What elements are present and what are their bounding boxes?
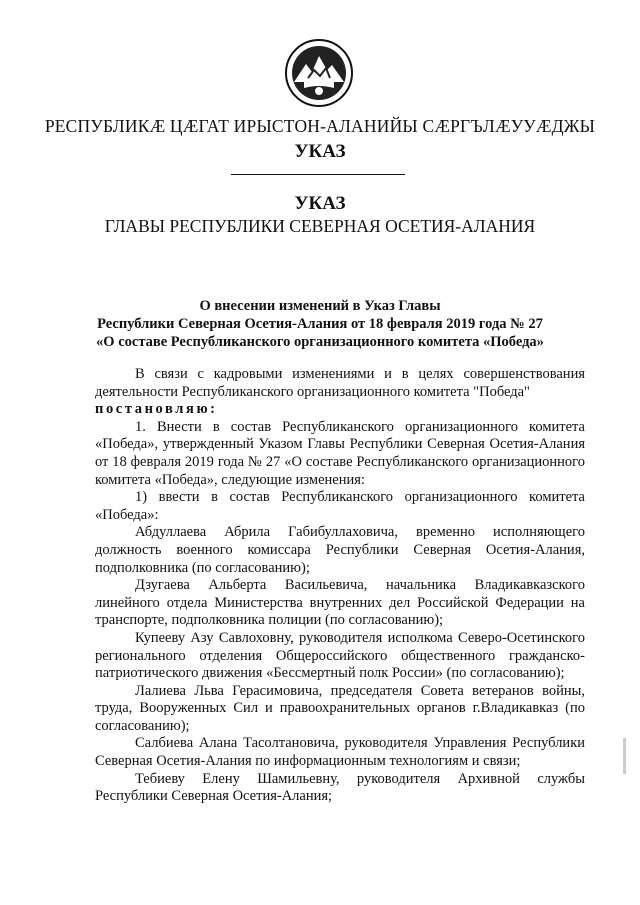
preamble-paragraph: В связи с кадровыми изменениями и в целях совершенствования деятельности Республиканского организационного комитета "Победа" xyxy=(95,366,585,400)
postanovlyayu-keyword: постановляю: xyxy=(95,401,218,418)
title-line: О внесении изменений в Указ Главы xyxy=(199,298,441,314)
header-republic-ossetian: РЕСПУБЛИКӔ ЦӔГАТ ИРЫСТОН-АЛАНИЙЫ СӔРГЪЛӔУУӔДЖЫ xyxy=(44,116,596,136)
clause-1-paragraph: 1. Внести в состав Республиканского организационного комитета «Победа», утвержденный Указом Главы Республики Северная Осетия-Алания от 18 февраля 2019 года № 27 «О составе Республиканского организационного комитета «Победа», следующие изменения: xyxy=(95,418,585,488)
member-entry: Салбиева Алана Тасолтановича, руководителя Управления Республики Северная Осетия-Алания по информационным технологиям и связи; xyxy=(95,735,585,770)
member-entry: Дзугаева Альберта Васильевича, начальника Владикавказского линейного отдела Министерства внутренних дел Российской Федерации на транспорте, подполковника полиции (по согласованию); xyxy=(95,577,585,629)
decree-title xyxy=(80,297,560,351)
title-line: Республики Северная Осетия-Алания от 18 февраля 2019 года № 27 xyxy=(97,316,543,332)
member-entry: Тебиеву Елену Шамильевну, руководителя Архивной службы Республики Северная Осетия-Алания; xyxy=(95,770,585,805)
coat-of-arms-emblem xyxy=(284,38,354,108)
subclause-1-paragraph: 1) ввести в состав Республиканского организационного комитета «Победа»: xyxy=(95,489,585,523)
member-entry: Абдуллаева Абрила Габибуллаховича, временно исполняющего должность военного комиссара Республики Северная Осетия-Алания, подполковника (по согласованию); xyxy=(95,524,585,576)
ukaz-russian-heading: УКАЗ xyxy=(294,193,346,214)
header-divider xyxy=(231,174,405,175)
title-line: «О составе Республиканского организационного комитета «Победа» xyxy=(96,334,544,350)
decree-body xyxy=(95,366,585,806)
ukaz-ossetian-heading: УКАЗ xyxy=(294,141,346,162)
member-entry: Лалиева Льва Герасимовича, председателя Совета ветеранов войны, труда, Вооруженных Сил и правоохранительных органов г.Владикавказ (по согласованию); xyxy=(95,682,585,734)
margin-stamp-mark xyxy=(620,736,630,776)
header-head-russian: ГЛАВЫ РЕСПУБЛИКИ СЕВЕРНАЯ ОСЕТИЯ-АЛАНИЯ xyxy=(104,216,536,236)
member-entry: Купееву Азу Савлоховну, руководителя исполкома Северо-Осетинского регионального отделения Общероссийского общественного гражданско-патриотического движения «Бессмертный полк России» (по согласованию); xyxy=(95,629,585,682)
